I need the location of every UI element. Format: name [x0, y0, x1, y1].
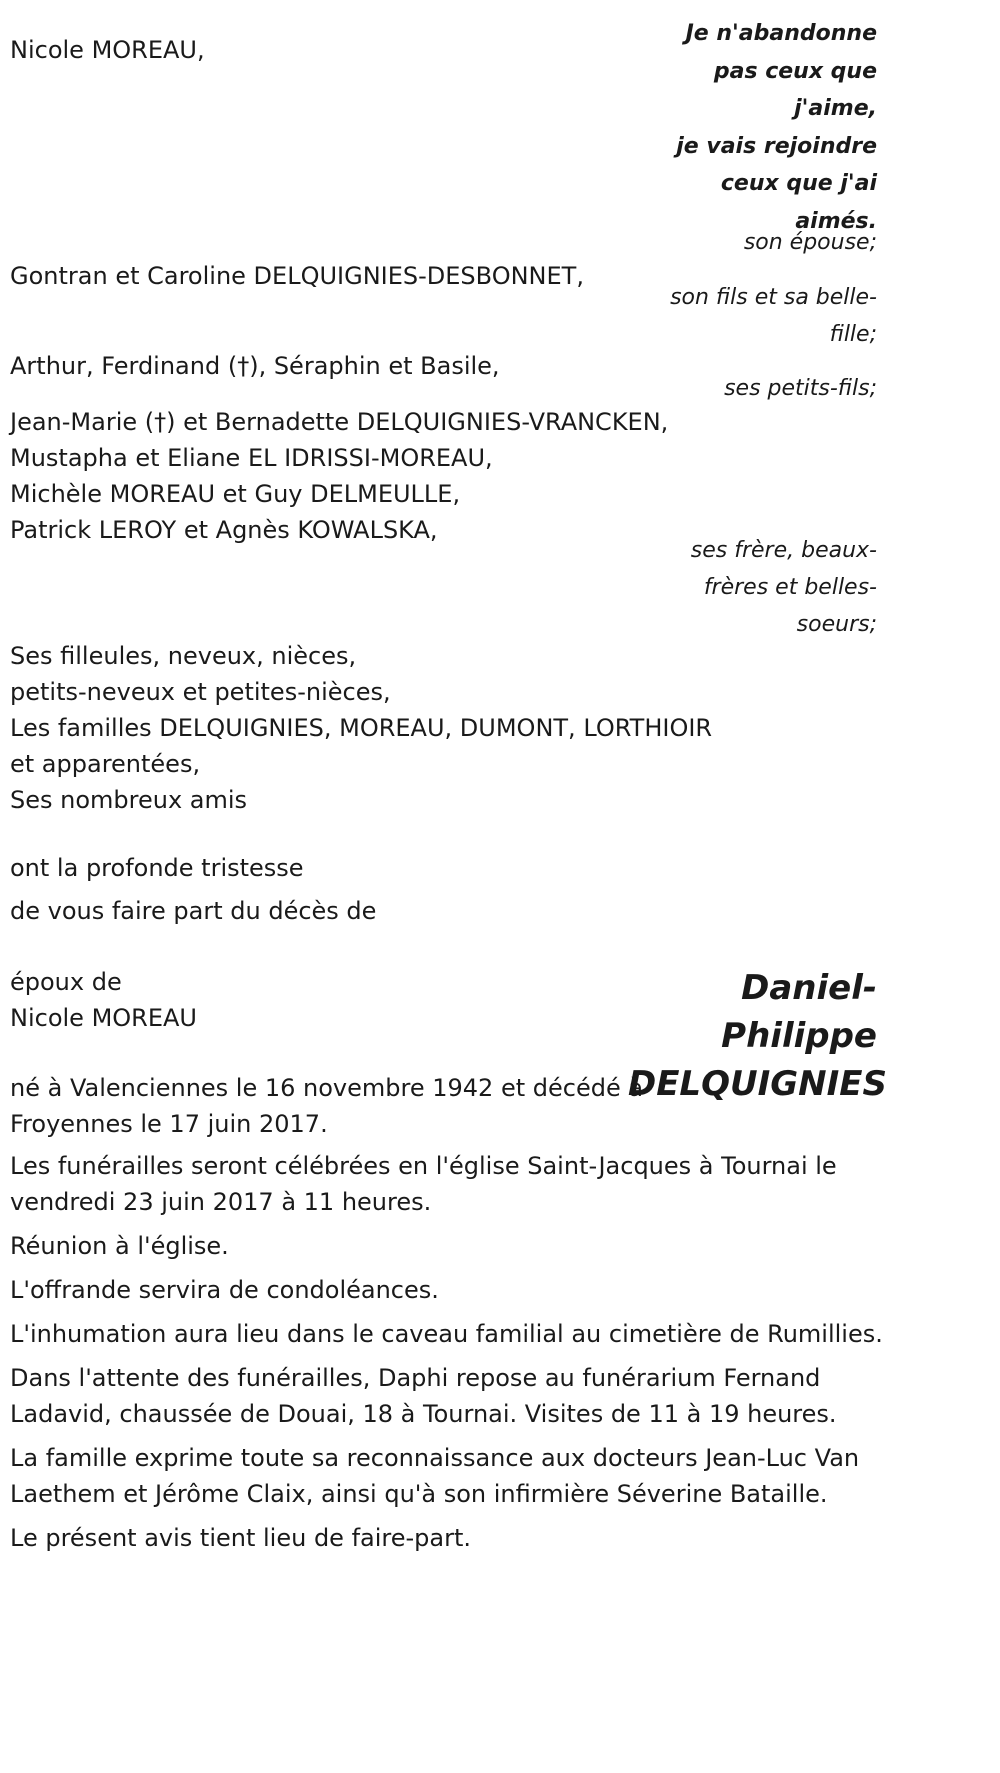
sibling-line: Patrick LEROY et Agnès KOWALSKA, — [10, 516, 438, 544]
thanks-paragraph — [10, 1440, 859, 1512]
notice-paragraph: Le présent avis tient lieu de faire-part. — [10, 1524, 472, 1552]
family-son: Gontran et Caroline DELQUIGNIES-DESBONNET, — [10, 262, 584, 290]
spouse-label — [10, 964, 197, 1036]
family-grandsons: Arthur, Ferdinand (†), Séraphin et Basile, — [10, 352, 500, 380]
sibling-line: Jean-Marie (†) et Bernadette DELQUIGNIES-VRANCKEN, — [10, 408, 669, 436]
epigraph-line: je vais rejoindre — [676, 133, 877, 159]
spouse-label-line: Nicole MOREAU — [10, 1004, 197, 1032]
relation-line: ses frère, beaux- — [690, 538, 877, 563]
paragraph-line: Les funérailles seront célébrées en l'église Saint-Jacques à Tournai le — [10, 1152, 837, 1180]
epigraph-line: pas ceux que — [713, 58, 877, 84]
family-spouse: Nicole MOREAU, — [10, 36, 205, 64]
others-line: Ses filleules, neveux, nièces, — [10, 642, 357, 670]
others-line: petits-neveux et petites-nièces, — [10, 678, 391, 706]
relation-line: soeurs; — [796, 612, 877, 637]
funeral-paragraph — [10, 1148, 837, 1220]
relation-line: son fils et sa belle- — [670, 285, 877, 310]
relation-line: frères et belles- — [703, 575, 877, 600]
others-line: Ses nombreux amis — [10, 786, 248, 814]
epigraph-line: j'aime, — [794, 96, 877, 121]
epigraph — [676, 15, 877, 240]
sibling-line: Mustapha et Eliane EL IDRISSI-MOREAU, — [10, 444, 493, 472]
announcement-line: ont la profonde tristesse — [10, 854, 304, 882]
spouse-label-line: époux de — [10, 968, 122, 996]
relation-grandsons: ses petits-fils; — [724, 376, 877, 401]
paragraph-line: Dans l'attente des funérailles, Daphi repose au funérarium Fernand — [10, 1364, 821, 1392]
others-line: et apparentées, — [10, 750, 201, 778]
announcement-line: de vous faire part du décès de — [10, 897, 377, 925]
family-others — [10, 638, 712, 818]
sibling-line: Michèle MOREAU et Guy DELMEULLE, — [10, 480, 461, 508]
paragraph-line: Froyennes le 17 juin 2017. — [10, 1110, 328, 1138]
offering-paragraph: L'offrande servira de condoléances. — [10, 1276, 439, 1304]
birth-death-paragraph — [10, 1070, 643, 1142]
paragraph-line: La famille exprime toute sa reconnaissance aux docteurs Jean-Luc Van — [10, 1444, 860, 1472]
epigraph-line: ceux que j'ai — [720, 171, 877, 196]
burial-paragraph: L'inhumation aura lieu dans le caveau familial au cimetière de Rumillies. — [10, 1320, 883, 1348]
deceased-name — [628, 964, 887, 1108]
deceased-name-line: DELQUIGNIES — [627, 1064, 887, 1104]
paragraph-line: né à Valenciennes le 16 novembre 1942 et décédé à — [10, 1074, 644, 1102]
paragraph-line: Ladavid, chaussée de Douai, 18 à Tournai. Visites de 11 à 19 heures. — [10, 1400, 837, 1428]
others-line: Les familles DELQUIGNIES, MOREAU, DUMONT, LORTHIOIR — [10, 714, 713, 742]
relation-spouse: son épouse; — [743, 230, 877, 255]
epigraph-line: aimés. — [795, 208, 877, 234]
epigraph-line: Je n'abandonne — [685, 21, 877, 46]
deceased-name-line: Philippe — [721, 1016, 877, 1056]
relation-son — [670, 279, 877, 353]
deceased-name-line: Daniel- — [741, 968, 877, 1008]
paragraph-line: Laethem et Jérôme Claix, ainsi qu'à son infirmière Séverine Bataille. — [10, 1480, 828, 1508]
relation-line: fille; — [829, 322, 877, 347]
paragraph-line: vendredi 23 juin 2017 à 11 heures. — [10, 1188, 432, 1216]
funerarium-paragraph — [10, 1360, 837, 1432]
meeting-paragraph: Réunion à l'église. — [10, 1232, 229, 1260]
family-siblings — [10, 404, 668, 548]
relation-siblings — [691, 532, 877, 643]
